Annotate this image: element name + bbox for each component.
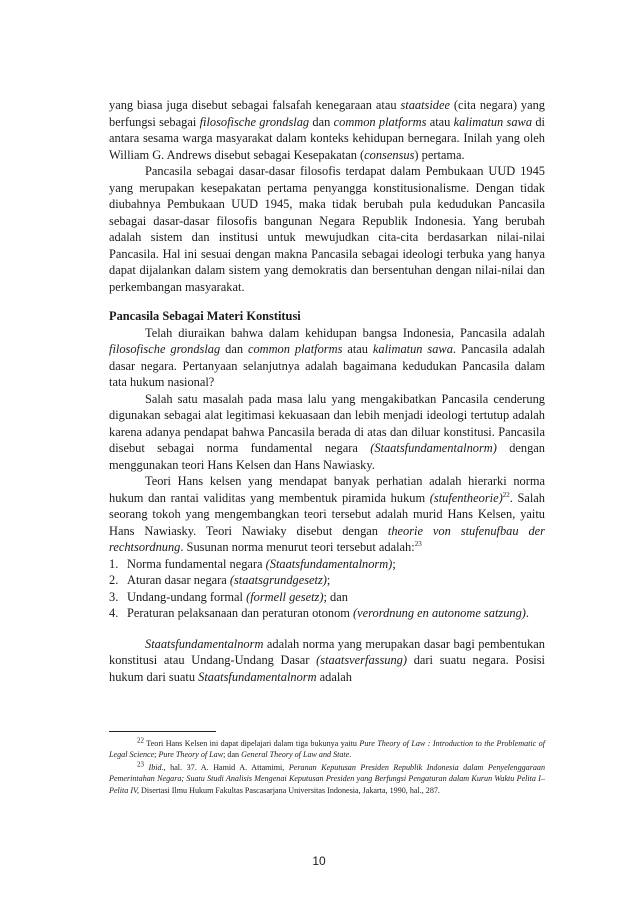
text-run: di antara sesama warga masyarakat dalam konteks kehidupan bernegara. Inilah yang oleh William G. Andrews disebut sebagai Kesepakatan ( <box>109 114 545 162</box>
text-run: atau <box>342 342 373 356</box>
text-run: Disertasi Ilmu Hukum Fakultas Pascasarjana Universitas Indonesia, Jakarta, 1990, hal., 287. <box>138 785 440 795</box>
section-heading: Pancasila Sebagai Materi Konstitusi <box>109 309 301 323</box>
italic-run: filosofische grondslag <box>109 342 221 356</box>
text-run: Teori Hans kelsen yang mendapat banyak perhatian adalah hierarki norma hukum dan rantai validitas yang membentuk piramida hukum <box>109 474 545 505</box>
text-run: ; <box>154 750 159 760</box>
italic-run: staatsidee <box>400 98 450 112</box>
page-body <box>109 97 545 685</box>
text-run: yang biasa juga disebut sebagai falsafah kenegaraan atau <box>109 98 401 112</box>
paragraph-4 <box>109 391 545 474</box>
footnote-ref-23[interactable]: 23 <box>414 539 422 548</box>
italic-run: filosofische grondslag <box>199 114 310 129</box>
text-run: ) pertama. <box>414 147 465 162</box>
text-run: ; <box>326 573 331 587</box>
text-run: atau <box>426 114 454 129</box>
text-run: Undang-undang formal <box>127 589 247 604</box>
italic-run: (formell gesetz) <box>246 589 324 604</box>
list-number: 4. <box>109 606 119 620</box>
paragraph-5 <box>109 473 545 556</box>
paragraph-3 <box>109 325 545 391</box>
text-run: Peraturan pelaksanaan dan peraturan otonom <box>127 606 354 620</box>
italic-run: theorie von stufenufbau der rechtsordnung <box>109 523 546 554</box>
list-number: 1. <box>109 556 119 571</box>
text-run: (cita negara) yang berfungsi sebagai <box>109 98 545 129</box>
italic-run: Pure Theory of Law <box>158 750 224 760</box>
footnote-number: 22 <box>137 736 144 745</box>
text-run: adalah norma yang merupakan dasar bagi pembentukan konstitusi atau Undang-Undang Dasar <box>109 636 545 667</box>
text-run: dari suatu negara. Posisi hukum dari suatu <box>109 653 545 684</box>
italic-run: Staatsfundamentalnorm <box>198 669 317 684</box>
text-run: dan <box>220 342 248 356</box>
text-run: . <box>525 606 530 620</box>
footnote-ref-22[interactable]: 22 <box>502 490 510 499</box>
italic-run: (Staatsfundamentalnorm) <box>370 441 497 455</box>
italic-run: (verordnung en autonome satzung) <box>353 606 526 620</box>
text-run: ; <box>392 556 396 571</box>
page-number: 10 <box>312 854 326 868</box>
paragraph-1 <box>109 97 545 163</box>
italic-run: Staatsfundamentalnorm <box>145 636 264 651</box>
text-run: ; dan <box>323 589 348 604</box>
list-number: 2. <box>109 573 119 587</box>
italic-run: kalimatun sawa <box>372 342 453 356</box>
footnote-body <box>109 738 545 761</box>
text-run: adalah <box>316 669 352 684</box>
italic-run: common platforms <box>333 114 427 129</box>
italic-run: (staatsverfassung) <box>316 653 408 667</box>
norm-hierarchy-list <box>109 556 545 622</box>
text-run: . Pancasila adalah dasar negara. Pertanyaan selanjutnya adalah bagaimana kedudukan Pancasila dalam tata hukum nasional? <box>109 342 546 389</box>
text-run: Salah satu masalah pada masa lalu yang mengakibatkan Pancasila cenderung digunakan sebagai alat legitimasi kekuasaan dan lebih menjadi ideologi tertutup adalah karena adanya pendapat bahwa Pancasila berada di atas dan diluar konstitusi. Pancasila disebut sebagai norma fundamental negara <box>109 391 545 455</box>
text-run: Teori Hans Kelsen ini dapat dipelajari dalam tiga bukunya yaitu <box>146 739 360 748</box>
text-run: ; dan <box>223 750 242 760</box>
footnote-number: 23 <box>137 760 144 769</box>
italic-run: Pure Theory of Law : Introduction to the Problematic of Legal Science <box>109 739 545 760</box>
italic-run: common platforms <box>247 342 343 356</box>
footnote-separator <box>109 731 216 732</box>
footnote-22 <box>109 738 545 761</box>
paragraph-6 <box>109 636 545 686</box>
list-item <box>109 572 545 589</box>
list-item <box>109 556 545 573</box>
text-run: . Salah seorang tokoh yang mengembangkan teori tersebut adalah murid Hans Kelsen, yaitu Hans Nawiasky. Teori Nawiaky disebut dengan <box>109 490 545 538</box>
text-run: Norma fundamental negara <box>127 556 266 571</box>
list-item <box>109 605 545 622</box>
text-run: . <box>349 750 352 760</box>
italic-run: Ibid <box>148 763 162 772</box>
list-item <box>109 589 545 606</box>
italic-run: (staatsgrundgesetz) <box>229 573 327 587</box>
italic-run: kalimatun sawa <box>453 114 533 129</box>
list-number: 3. <box>109 589 119 604</box>
spacer <box>109 622 545 636</box>
italic-run: consensus <box>364 147 415 162</box>
italic-run: (stufentheorie) <box>429 490 503 505</box>
italic-run: General Theory of Law and State <box>241 750 350 760</box>
text-run: Telah diuraikan bahwa dalam kehidupan bangsa Indonesia, Pancasila adalah <box>145 325 545 340</box>
text-run: dan <box>309 114 334 129</box>
footnote-body <box>109 762 545 796</box>
text-run: . Susunan norma menurut teori tersebut adalah: <box>180 540 415 554</box>
paragraph-2: Pancasila sebagai dasar-dasar filosofis terdapat dalam Pembukaan UUD 1945 yang merupakan kesepakatan pertama penyangga konstitusionalisme. Dengan tidak diubahnya Pembukaan UUD 1945, maka tidak berubah pula kedudukan Pancasila sebagai dasar-dasar filosofis bangunan Negara Republik Indonesia. Yang berubah adalah sistem dan institusi untuk mewujudkan cita-cita berdasarkan nilai-nilai Pancasila. Hal ini sesuai dengan makna Pancasila sebagai ideologi terbuka yang hanya dapat dijalankan dalam sistem yang demokratis dan bersentuhan dengan nilai-nilai dan perkembangan masyarakat. <box>109 164 545 294</box>
text-run: Aturan dasar negara <box>127 573 230 587</box>
italic-run: (Staatsfundamentalnorm) <box>265 556 393 571</box>
footnote-23 <box>109 762 545 796</box>
italic-run: Peranan Keputusan Presiden Republik Indonesia dalam Penyelenggaraan Pemerintahan Negara; Suatu Studi Analisis Mengenai Keputusan Presiden yang Berfungsi Pengaturan dalam Kurun Waktu Pelita I–Pelita IV, <box>109 763 545 795</box>
text-run: dengan menggunakan teori Hans Kelsen dan Hans Nawiasky. <box>109 441 545 472</box>
text-run: ., hal. 37. A. Hamid A. Attamimi, <box>161 763 289 772</box>
